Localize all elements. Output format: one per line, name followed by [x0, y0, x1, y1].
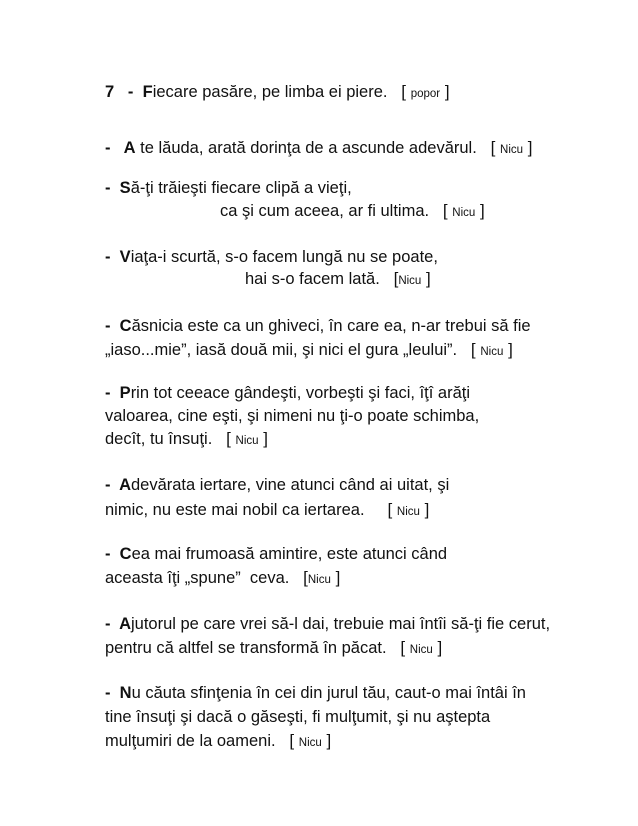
- source-bracket-open: [: [400, 638, 410, 657]
- quote-text: ă-ţi trăieşti fiecare clipă a vieţi,: [130, 179, 352, 197]
- quote-1-line-1: [105, 82, 450, 104]
- source-tag: Nicu: [307, 574, 331, 586]
- source-tag: Nicu: [480, 346, 504, 358]
- source-tag: Nicu: [396, 506, 420, 518]
- quote-initial: C: [119, 545, 132, 563]
- source-tag: Nicu: [452, 207, 476, 219]
- source-bracket-close: ]: [321, 731, 332, 750]
- quote-text: decît, tu însuţi.: [105, 430, 213, 448]
- quote-text: valoarea, cine eşti, şi nimeni nu ţi-o poate schimba,: [105, 407, 480, 425]
- source-bracket-close: ]: [421, 269, 431, 288]
- source-bracket-close: ]: [432, 638, 443, 657]
- quote-text: tine însuţi şi dacă o găseşti, fi mulţumit, şi nu aştepta: [105, 708, 491, 726]
- quote-initial: A: [119, 476, 131, 494]
- quote-lead: 7 -: [105, 83, 143, 101]
- quote-text: ăsnicia este ca un ghiveci, în care ea, n-ar trebui să fie: [131, 317, 531, 335]
- quote-7-line-1: [105, 475, 449, 495]
- quote-10-line-3: [105, 731, 331, 753]
- quote-text: hai s-o facem lată.: [245, 270, 380, 288]
- source-tag: Nicu: [409, 644, 433, 656]
- quote-initial: C: [119, 317, 132, 335]
- source-bracket-open: [: [470, 340, 481, 359]
- source-tag: Nicu: [500, 144, 524, 156]
- source-bracket-close: ]: [475, 201, 485, 220]
- source-bracket-close: ]: [258, 429, 268, 448]
- source-bracket-close: ]: [419, 500, 430, 519]
- source-tag: Nicu: [235, 435, 259, 447]
- source-tag: Nicu: [398, 275, 422, 287]
- quote-text: u căuta sfinţenia în cei din jurul tău, caut-o mai întâi în: [131, 684, 526, 702]
- quote-initial: N: [119, 684, 132, 702]
- quote-6-line-1: [105, 383, 470, 403]
- source-bracket-close: ]: [523, 138, 533, 157]
- quote-4-line-2: [245, 269, 431, 291]
- quote-6-line-2: [105, 406, 479, 426]
- source-bracket-open: [: [387, 500, 397, 519]
- source-bracket-open: [: [393, 269, 399, 288]
- quote-text: iecare pasăre, pe limba ei piere.: [152, 83, 388, 101]
- quote-text: mulţumiri de la oameni.: [105, 732, 276, 750]
- quote-5-line-1: [105, 316, 531, 336]
- quote-text: ca şi cum aceea, ar fi ultima.: [220, 202, 430, 220]
- source-bracket-open: [: [289, 731, 299, 750]
- quote-lead: -: [105, 384, 120, 402]
- source-bracket-close: ]: [440, 82, 450, 101]
- quote-text: ea mai frumoasă amintire, este atunci când: [131, 545, 448, 563]
- quote-text: nimic, nu este mai nobil ca iertarea.: [105, 501, 365, 519]
- source-bracket-open: [: [226, 429, 236, 448]
- quote-text: jutorul pe care vrei să-l dai, trebuie mai întîi să-ţi fie cerut,: [130, 615, 551, 633]
- quote-5-line-2: [105, 340, 513, 362]
- source-bracket-open: [: [442, 201, 453, 220]
- quote-initial: F: [142, 83, 153, 101]
- quote-text: te lăuda, arată dorinţa de a ascunde adevărul.: [135, 139, 477, 157]
- source-bracket-open: [: [490, 138, 501, 157]
- quote-8-line-1: [105, 544, 447, 564]
- quote-lead: -: [105, 684, 120, 702]
- quote-7-line-2: [105, 500, 429, 522]
- quote-lead: -: [105, 248, 120, 266]
- quote-6-line-3: [105, 429, 268, 451]
- quote-lead: -: [105, 139, 124, 157]
- quote-text: aceasta îţi „spune” ceva.: [105, 569, 290, 587]
- quote-3-line-2: [220, 201, 485, 223]
- quote-initial: V: [119, 248, 131, 266]
- quote-10-line-1: [105, 683, 526, 703]
- quote-3-line-1: [105, 178, 352, 198]
- quote-lead: -: [105, 317, 120, 335]
- quote-text: pentru că altfel se transformă în păcat.: [105, 639, 387, 657]
- quote-text: „iaso...mie”, iasă două mii, şi nici el gura „leului”.: [105, 341, 458, 359]
- quote-text: iaţa-i scurtă, s-o facem lungă nu se poate,: [130, 248, 438, 266]
- source-bracket-close: ]: [503, 340, 513, 359]
- quote-8-line-2: [105, 568, 340, 590]
- quote-text: devărata iertare, vine atunci când ai uitat, şi: [130, 476, 450, 494]
- quote-text: rin tot ceeace gândeşti, vorbeşti şi faci, îţî arăţi: [130, 384, 471, 402]
- quote-4-line-1: [105, 247, 438, 267]
- quote-10-line-2: [105, 707, 490, 727]
- quote-lead: -: [105, 615, 120, 633]
- source-bracket-close: ]: [330, 568, 341, 587]
- quote-lead: -: [105, 545, 120, 563]
- source-tag: Nicu: [298, 737, 322, 749]
- quote-2-line-1: [105, 138, 533, 160]
- quote-lead: -: [105, 476, 120, 494]
- quote-initial: P: [119, 384, 131, 402]
- quote-9-line-1: [105, 614, 550, 634]
- source-bracket-open: [: [401, 82, 411, 101]
- quote-initial: S: [119, 179, 131, 197]
- quote-initial: A: [123, 139, 136, 157]
- quote-lead: -: [105, 179, 120, 197]
- quote-initial: A: [119, 615, 131, 633]
- source-bracket-open: [: [303, 568, 308, 587]
- source-tag: popor: [410, 88, 441, 100]
- quote-9-line-2: [105, 638, 442, 660]
